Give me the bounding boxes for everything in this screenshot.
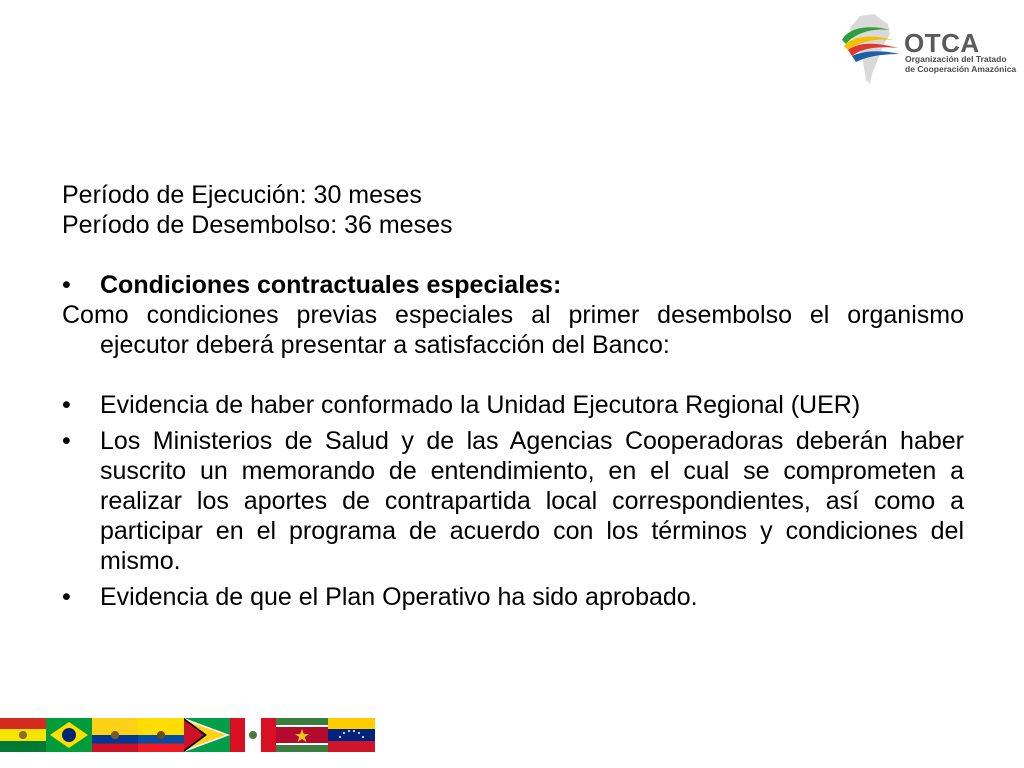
bolivia-flag-icon <box>0 718 46 752</box>
member-flags <box>0 718 380 752</box>
brazil-flag-icon <box>46 718 92 752</box>
list-item <box>62 390 964 420</box>
logo-subtitle-line2: de Cooperación Amazónica <box>905 63 1017 74</box>
list-item-text: Evidencia de haber conformado la Unidad Ejecutora Regional (UER) <box>100 391 861 419</box>
slide-content <box>62 180 964 612</box>
execution-period: Período de Ejecución: 30 meses <box>62 181 422 209</box>
list-item <box>62 582 964 612</box>
special-conditions-heading: Condiciones contractuales especiales: <box>100 271 562 299</box>
bullet-marker: • <box>62 583 71 611</box>
list-item-text: Los Ministerios de Salud y de las Agencias Cooperadoras deberán haber suscrito un memorando de entendimiento, en el cual se comprometen a realizar los aportes de contrapartida local correspondientes, así como a participar en el programa de acuerdo con los términos y condiciones del mismo. <box>100 427 964 575</box>
list-item <box>62 426 964 576</box>
colombia-flag-icon <box>92 718 138 752</box>
disbursement-period: Período de Desembolso: 36 meses <box>62 211 453 239</box>
logo-name: OTCA <box>904 28 980 58</box>
conditions-paragraph: Como condiciones previas especiales al primer desembolso el organismo ejecutor deberá presentar a satisfacción del Banco: <box>62 301 964 359</box>
peru-flag-icon <box>230 718 276 752</box>
logo-subtitle-line1: Organización del Tratado <box>905 54 1007 64</box>
suriname-flag-icon <box>276 718 328 752</box>
bullet-marker: • <box>62 391 71 419</box>
otca-logo <box>838 10 1018 88</box>
logo-subtitle <box>905 55 1016 74</box>
otca-emblem-icon <box>838 10 908 86</box>
venezuela-flag-icon <box>328 718 375 752</box>
guyana-flag-icon <box>184 718 230 752</box>
list-item-text: Evidencia de que el Plan Operativo ha sido aprobado. <box>100 583 698 611</box>
ecuador-flag-icon <box>138 718 184 752</box>
special-conditions-heading-item <box>62 270 964 300</box>
bullet-marker: • <box>62 427 71 455</box>
bullet-marker: • <box>62 271 71 299</box>
